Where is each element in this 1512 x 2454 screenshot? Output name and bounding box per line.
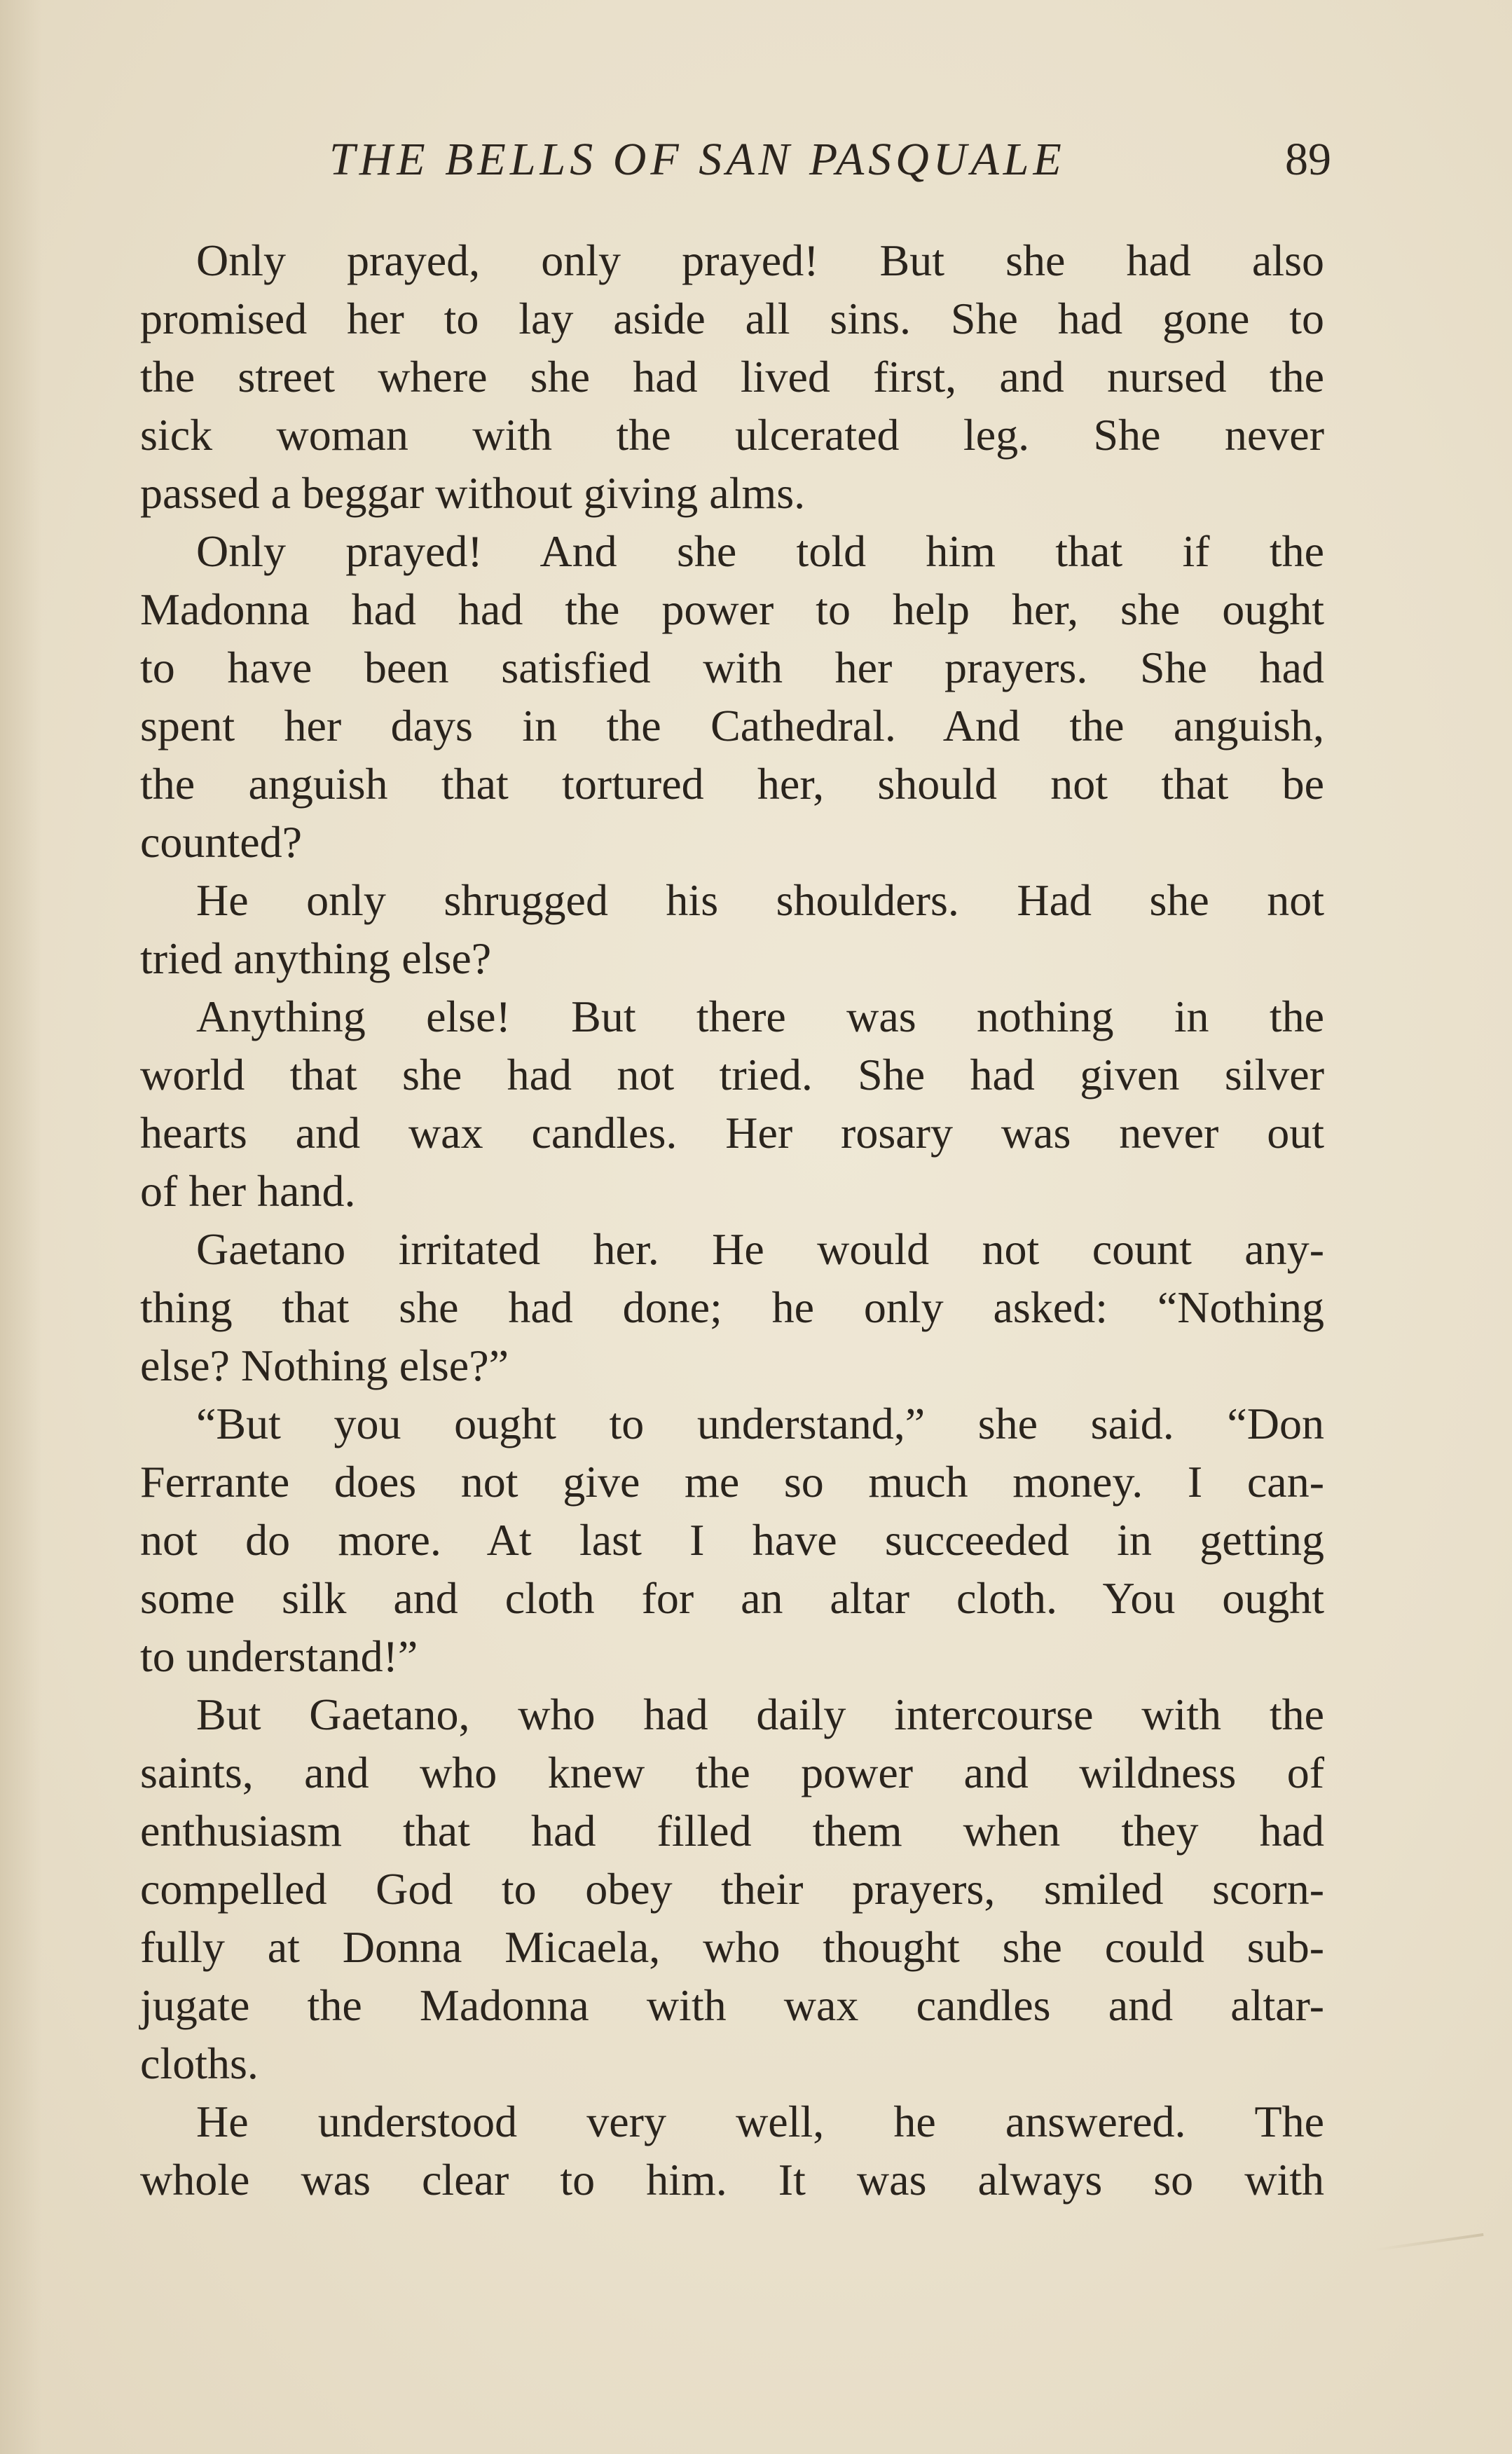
paragraph-8 [140,2092,1324,2209]
text-line: whole was clear to him. It was always so with [140,2155,1324,2205]
text-line: He understood very well, he answered. The [196,2097,1324,2146]
page-crease [1373,2233,1484,2251]
text-line: He only shrugged his shoulders. Had she not [196,875,1324,925]
text-line: cloths. [140,2038,259,2088]
paragraph-7 [140,1685,1324,2092]
text-line: Ferrante does not give me so much money. I can- [140,1457,1324,1507]
text-line: counted? [140,817,302,867]
body-text [140,231,1324,2209]
text-line: the anguish that tortured her, should not that be [140,759,1324,809]
text-line: Only prayed! And she told him that if the [196,526,1324,576]
text-line: sick woman with the ulcerated leg. She never [140,410,1324,460]
text-line: passed a beggar without giving alms. [140,468,806,518]
text-line: the street where she had lived first, and nursed the [140,352,1324,402]
text-line: But Gaetano, who had daily intercourse with the [196,1689,1324,1739]
paragraph-5 [140,1220,1324,1394]
text-line: fully at Donna Micaela, who thought she could sub- [140,1922,1324,1972]
text-line: world that she had not tried. She had given silver [140,1050,1324,1099]
text-line: saints, and who knew the power and wildness of [140,1748,1324,1797]
running-title: THE BELLS OF SAN PASQUALE [329,134,1066,185]
text-line: Anything else! But there was nothing in the [196,992,1324,1041]
text-line: Gaetano irritated her. He would not count any- [196,1224,1324,1274]
paragraph-4 [140,987,1324,1220]
gutter-shadow [0,0,42,2454]
page-number: 89 [1285,134,1331,185]
paragraph-2 [140,522,1324,871]
text-line: spent her days in the Cathedral. And the anguish, [140,701,1324,750]
text-line: Madonna had had the power to help her, she ought [140,584,1324,634]
text-line: Only prayed, only prayed! But she had also [196,235,1324,285]
text-line: some silk and cloth for an altar cloth. You ought [140,1573,1324,1623]
text-line: compelled God to obey their prayers, smiled scorn- [140,1864,1324,1914]
text-line: hearts and wax candles. Her rosary was never out [140,1108,1324,1158]
text-line: to have been satisfied with her prayers. She had [140,643,1324,692]
text-line: tried anything else? [140,933,492,983]
running-head [140,133,1331,196]
paragraph-1 [140,231,1324,522]
text-line: of her hand. [140,1166,356,1216]
text-line: jugate the Madonna with wax candles and altar- [140,1980,1324,2030]
text-line: not do more. At last I have succeeded in getting [140,1515,1324,1565]
paragraph-3 [140,871,1324,987]
text-line: to understand!” [140,1631,418,1681]
text-line: promised her to lay aside all sins. She had gone to [140,294,1324,343]
paragraph-6 [140,1394,1324,1685]
text-line: thing that she had done; he only asked: “Nothing [140,1282,1324,1332]
text-line: else? Nothing else?” [140,1341,509,1390]
text-line: “But you ought to understand,” she said. “Don [196,1399,1324,1448]
text-line: enthusiasm that had filled them when they had [140,1806,1324,1856]
